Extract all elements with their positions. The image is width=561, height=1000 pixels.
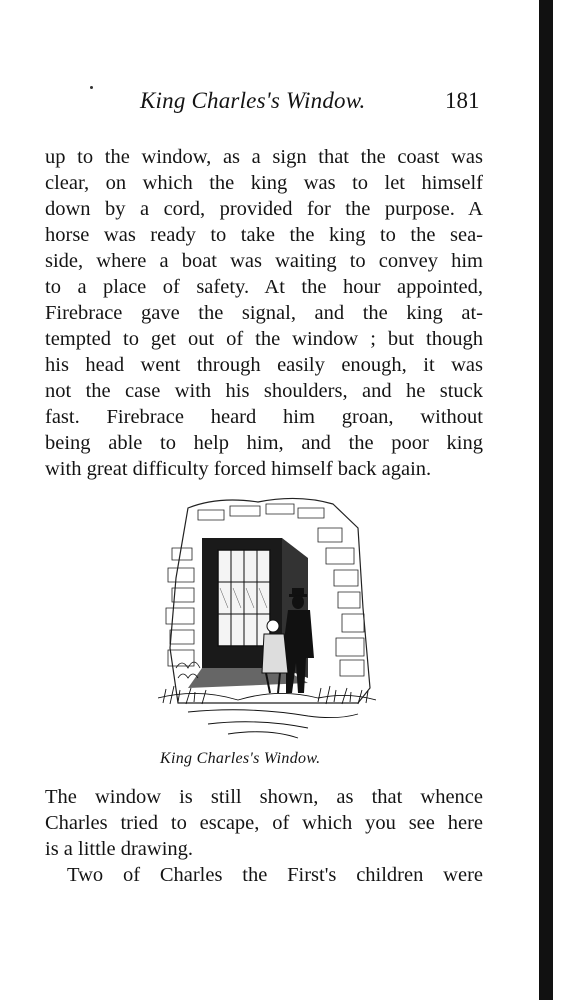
text-line: being able to help him, and the poor king: [45, 432, 483, 454]
print-speck: [90, 86, 93, 89]
text-line: Charles tried to escape, of which you see here: [45, 812, 483, 834]
page-number: 181: [445, 88, 480, 113]
text-line: with great difficulty forced himself back again.: [45, 458, 432, 480]
text-line: The window is still shown, as that whence: [45, 786, 483, 808]
text-line: is a little drawing.: [45, 838, 194, 860]
text-line: fast. Firebrace heard him groan, without: [45, 406, 483, 428]
text-line: not the case with his shoulders, and he stuck: [45, 380, 483, 402]
text-line: clear, on which the king was to let himself: [45, 172, 483, 194]
text-line: up to the window, as a sign that the coast was: [45, 146, 483, 168]
text-line: Two of Charles the First's children were: [67, 864, 483, 886]
text-line: down by a cord, provided for the purpose. A: [45, 198, 483, 220]
text-line: Firebrace gave the signal, and the king at-: [45, 302, 483, 324]
figure-caption: King Charles's Window.: [160, 750, 321, 767]
paragraph-3: [45, 862, 483, 888]
paragraph-2: [45, 784, 483, 862]
text-line: his head went through easily enough, it was: [45, 354, 483, 376]
text-line: tempted to get out of the window ; but though: [45, 328, 483, 350]
text-line: side, where a boat was waiting to convey him: [45, 250, 483, 272]
text-line: to a place of safety. At the hour appointed,: [45, 276, 483, 298]
running-title: King Charles's Window.: [140, 88, 366, 113]
text-line: horse was ready to take the king to the sea-: [45, 224, 483, 246]
paragraph-1: [45, 144, 483, 482]
window-illustration: [158, 488, 376, 744]
page-edge-shadow: [539, 0, 553, 1000]
